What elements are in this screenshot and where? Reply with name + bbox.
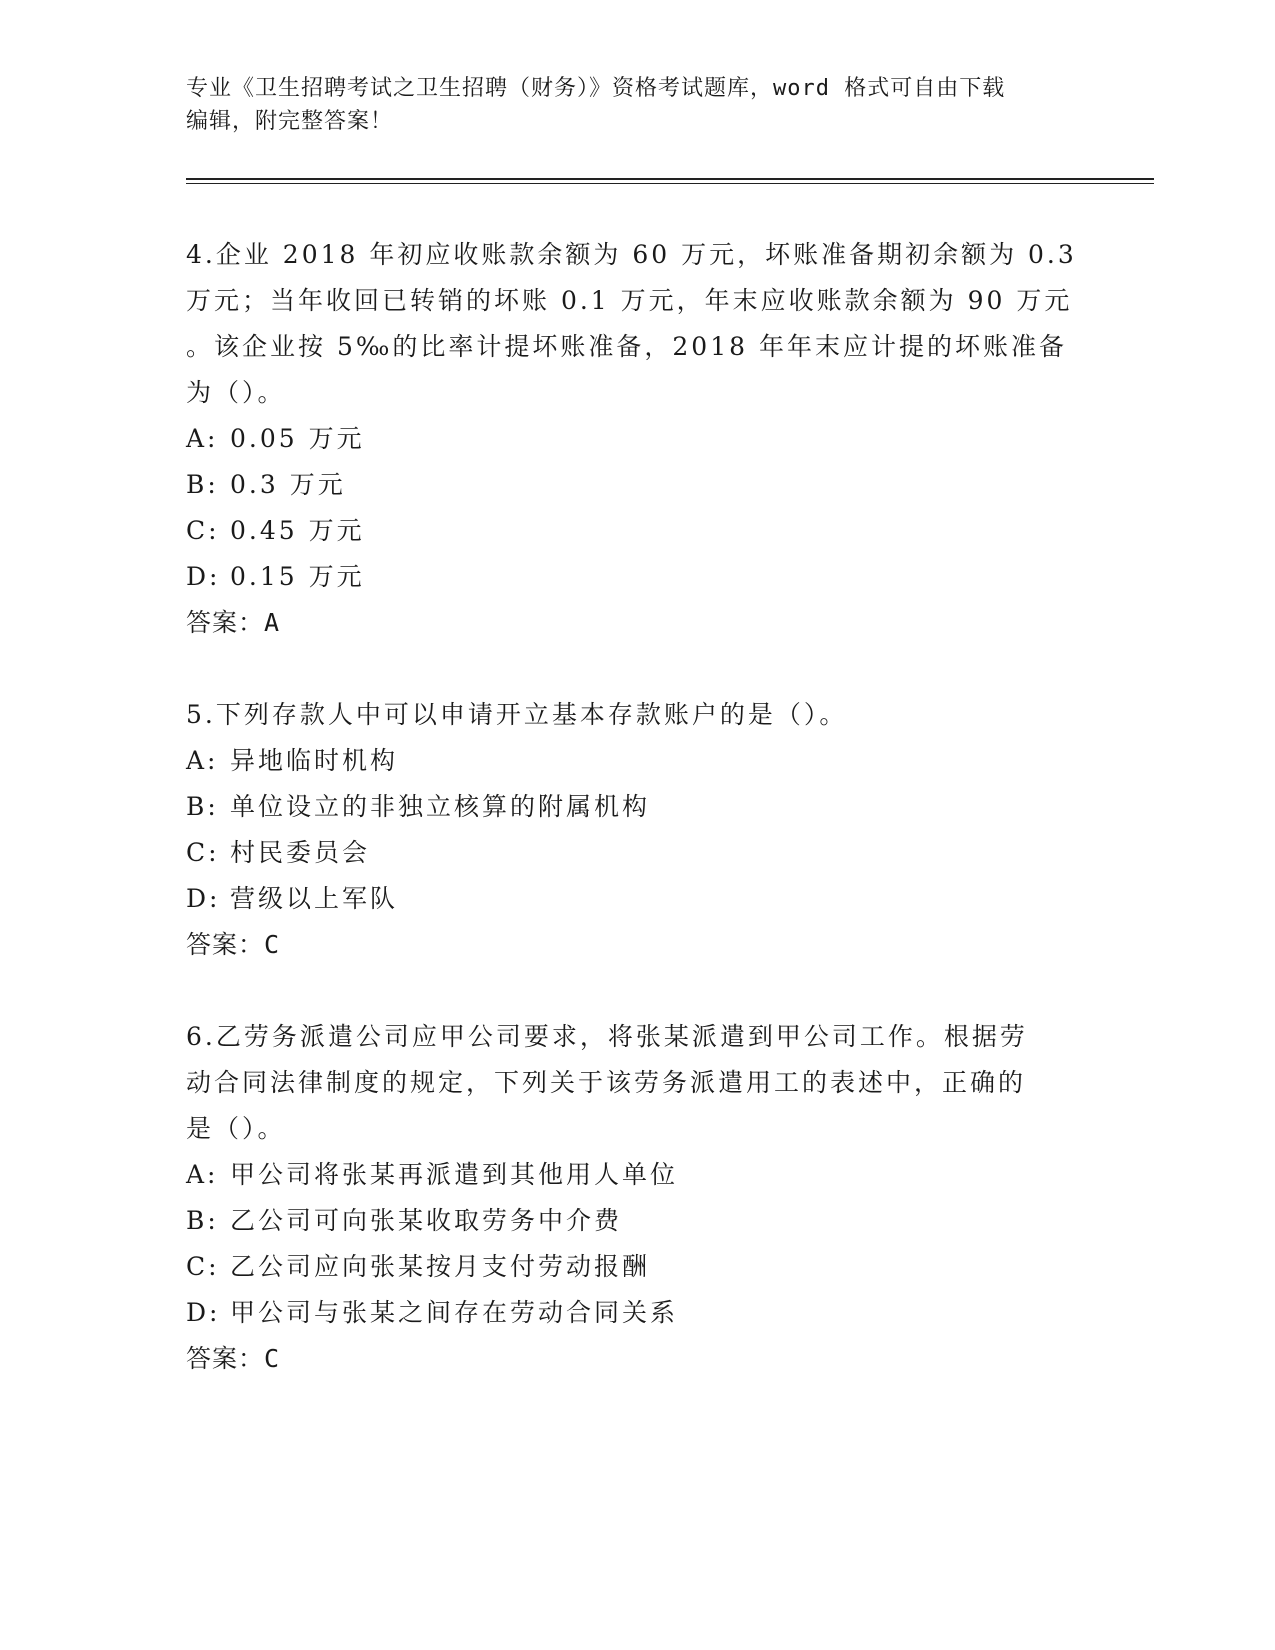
answer-line: 答案：C bbox=[186, 930, 281, 959]
option-letter: A: bbox=[186, 424, 219, 453]
option-letter: D: bbox=[186, 1298, 221, 1327]
question-text-line: 5.下列存款人中可以申请开立基本存款账户的是（）。 bbox=[186, 700, 848, 729]
option-text: 乙公司可向张某收取劳务中介费 bbox=[230, 1206, 623, 1235]
option-c bbox=[186, 830, 1086, 876]
option-text: 0.45 万元 bbox=[230, 516, 365, 545]
option-b bbox=[186, 1198, 1086, 1244]
option-c bbox=[186, 508, 1086, 554]
option-text: 甲公司与张某之间存在劳动合同关系 bbox=[230, 1298, 679, 1327]
option-letter: B: bbox=[186, 1206, 219, 1235]
option-a bbox=[186, 1152, 1086, 1198]
question-4 bbox=[186, 232, 1086, 646]
question-text-line: 万元；当年收回已转销的坏账 0.1 万元，年末应收账款余额为 90 万元 bbox=[186, 286, 1073, 315]
option-letter: B: bbox=[186, 792, 219, 821]
header-line-1: 专业《卫生招聘考试之卫生招聘（财务）》资格考试题库，word 格式可自由下载 bbox=[186, 76, 1006, 101]
option-letter: C: bbox=[186, 516, 220, 545]
header-divider-thick bbox=[186, 178, 1154, 180]
document-header bbox=[186, 72, 1086, 138]
question-text-line: 动合同法律制度的规定，下列关于该劳务派遣用工的表述中，正确的 bbox=[186, 1068, 1027, 1097]
option-letter: A: bbox=[186, 746, 219, 775]
option-text: 0.3 万元 bbox=[230, 470, 346, 499]
question-6 bbox=[186, 1014, 1086, 1382]
answer-line: 答案：C bbox=[186, 1344, 281, 1373]
question-text bbox=[186, 1014, 1086, 1152]
option-b bbox=[186, 784, 1086, 830]
question-5 bbox=[186, 692, 1086, 968]
option-d bbox=[186, 1290, 1086, 1336]
option-letter: C: bbox=[186, 1252, 220, 1281]
option-letter: C: bbox=[186, 838, 220, 867]
option-text: 甲公司将张某再派遣到其他用人单位 bbox=[230, 1160, 679, 1189]
option-text: 乙公司应向张某按月支付劳动报酬 bbox=[230, 1252, 651, 1281]
question-text-line: 6.乙劳务派遣公司应甲公司要求，将张某派遣到甲公司工作。根据劳 bbox=[186, 1022, 1028, 1051]
option-letter: D: bbox=[186, 884, 221, 913]
option-c bbox=[186, 1244, 1086, 1290]
option-text: 0.05 万元 bbox=[230, 424, 365, 453]
header-line-2: 编辑，附完整答案！ bbox=[186, 109, 394, 134]
option-letter: B: bbox=[186, 470, 219, 499]
option-text: 营级以上军队 bbox=[230, 884, 399, 913]
question-list bbox=[186, 232, 1086, 1428]
question-text-line: 是（）。 bbox=[186, 1114, 286, 1143]
option-letter: D: bbox=[186, 562, 221, 591]
question-text-line: 为（）。 bbox=[186, 378, 286, 407]
option-letter: A: bbox=[186, 1160, 219, 1189]
option-text: 村民委员会 bbox=[230, 838, 371, 867]
option-text: 0.15 万元 bbox=[230, 562, 365, 591]
option-text: 异地临时机构 bbox=[230, 746, 399, 775]
option-text: 单位设立的非独立核算的附属机构 bbox=[230, 792, 651, 821]
question-text-line: 。该企业按 5‰的比率计提坏账准备，2018 年年末应计提的坏账准备 bbox=[186, 332, 1067, 361]
question-text bbox=[186, 232, 1086, 416]
option-a bbox=[186, 738, 1086, 784]
question-text bbox=[186, 692, 1086, 738]
header-divider-thin bbox=[186, 183, 1154, 184]
question-text-line: 4.企业 2018 年初应收账款余额为 60 万元，坏账准备期初余额为 0.3 bbox=[186, 240, 1077, 269]
option-b bbox=[186, 462, 1086, 508]
option-a bbox=[186, 416, 1086, 462]
option-d bbox=[186, 554, 1086, 600]
option-d bbox=[186, 876, 1086, 922]
answer-line: 答案：A bbox=[186, 608, 281, 637]
